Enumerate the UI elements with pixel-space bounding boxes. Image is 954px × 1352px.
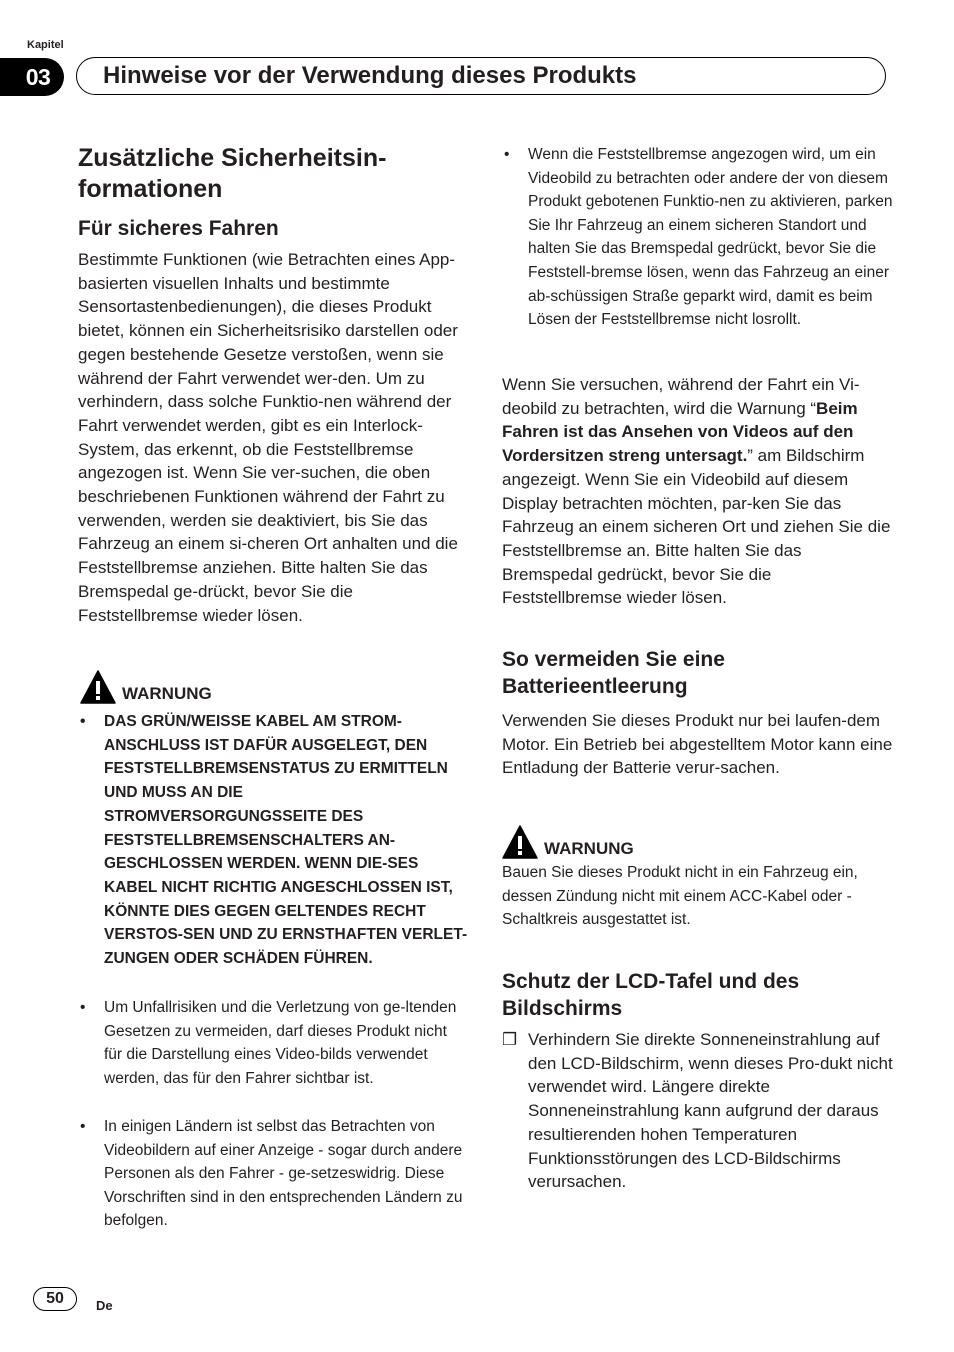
subsection-title-safe-driving: Für sicheres Fahren — [78, 217, 279, 240]
warning-text-acc: Bauen Sie dieses Produkt nicht in ein Fahrzeug ein, dessen Zündung nicht mit einem ACC-Kabel oder -Schaltkreis ausgestattet ist. — [502, 864, 858, 929]
warning-label: WARNUNG — [122, 684, 212, 703]
safe-driving-paragraph: Bestimmte Funktionen (wie Betrachten eines App-basierten visuellen Inhalts und bestimmte Sensortastenbedienungen), die dieses Produkt bietet, können ein Sicherheitsrisiko darstellen oder gegen bestehende Gesetze verstoßen, wenn sie während der Fahrt verwendet wer-den. Um zu verhindern, dass solche Funktio-nen während der Fahrt verwendet werden, gibt es ein Interlock-System, das erkennt, ob die Feststellbremse angezogen ist. Wenn Sie ver-suchen, die oben beschriebenen Funktionen während der Fahrt zu verwenden, werden sie deaktiviert, bis Sie das Fahrzeug an einem si-cheren Ort anhalten und die Feststellbremse anziehen. Bitte halten Sie das Bremspedal ge-drückt, bevor Sie die Feststellbremse wieder lösen. — [78, 250, 458, 625]
kapitel-label: Kapitel — [27, 39, 64, 51]
video-paragraph-end: ” am Bildschirm angezeigt. Wenn Sie ein Videobild auf diesem Display betrachten möchten, par-ken Sie das Fahrzeug an einem sicheren Ort und ziehen Sie die Feststellbremse an. Bitte halten Sie das Bremspedal gedrückt, bevor Sie die Feststellbremse wieder lösen. — [502, 446, 891, 608]
bullet-dot-icon: • — [504, 146, 510, 163]
video-warning-message: Beim Fahren ist das Ansehen von Videos auf den Vordersitzen streng untersagt. — [502, 398, 858, 466]
warning-header-right — [502, 825, 894, 859]
list-item — [502, 143, 894, 332]
list-item — [502, 1028, 894, 1194]
video-paragraph-start: Wenn Sie versuchen, während der Fahrt ein Vi-deobild zu betrachten, wird die Warnung “ — [502, 375, 860, 418]
warning-header-left — [80, 670, 470, 704]
bullet-dot-icon: • — [80, 713, 86, 730]
warning-label: WARNUNG — [544, 839, 634, 858]
lcd-title-line-1: Schutz der LCD-Tafel und des — [502, 970, 800, 993]
list-item — [78, 996, 468, 1090]
warning-bullet-text: DAS GRÜN/WEISSE KABEL AM STROM-ANSCHLUSS IST DAFÜR AUSGELEGT, DEN FESTSTELLBREMSENSTATUS ZU ERMITTELN UND MUSS AN DIE STROMVERSORGUNGSSEITE DES FESTSTELLBREMSENSCHALTERS AN-GESCHLOSSEN WERDEN. WENN DIE-SES KABEL NICHT RICHTIG ANGESCHLOSSEN IST, KÖNNTE DIES GEGEN GELTENDES RECHT VERSTOS-SEN UND ZU ERNSTHAFTEN VERLET-ZUNGEN ODER SCHÄDEN FÜHREN. — [104, 713, 468, 968]
language-code: De — [96, 1298, 113, 1313]
chapter-number-badge: 03 — [0, 58, 64, 96]
lcd-title-line-2: Bildschirms — [502, 997, 623, 1020]
bullet-text: In einigen Ländern ist selbst das Betrachten von Videobildern auf einer Anzeige - sogar durch andere Personen als den Fahrer - ge-setzeswidrig. Diese Vorschriften sind in den entsprechenden Ländern zu befolgen. — [104, 1118, 463, 1230]
list-item — [78, 1115, 468, 1233]
bullet-dot-icon: • — [80, 1118, 86, 1135]
battery-title-line-1: So vermeiden Sie eine — [502, 648, 725, 671]
lcd-section-title — [502, 968, 902, 1022]
bullet-text: Um Unfallrisiken und die Verletzung von ge-ltenden Gesetzen zu vermeiden, darf dieses Produkt nicht für die Darstellung eines Video-bilds verwendet werden, das für den Fahrer sichtbar ist. — [104, 999, 457, 1087]
battery-title-line-2: Batterieentleerung — [502, 675, 688, 698]
page-number: 50 — [33, 1287, 77, 1311]
checkbox-icon: ❒ — [502, 1030, 518, 1049]
warning-bullet — [78, 710, 468, 971]
battery-section-title — [502, 646, 902, 700]
video-warning-paragraph — [502, 373, 894, 610]
section-title-line-2: formationen — [78, 175, 223, 203]
chapter-title: Hinweise vor der Verwendung dieses Produkts — [76, 57, 886, 95]
section-title — [78, 143, 478, 205]
warning-triangle-icon — [502, 825, 538, 859]
warning-triangle-icon — [80, 670, 116, 704]
section-title-line-1: Zusätzliche Sicherheitsin- — [78, 144, 387, 172]
lcd-item-text: Verhindern Sie direkte Sonneneinstrahlung auf den LCD-Bildschirm, wenn dieses Pro-dukt nicht verwendet wird. Längere direkte Sonneneinstrahlung kann aufgrund der daraus resultierenden hohen Temperaturen Funktionsstörungen des LCD-Bildschirms verursachen. — [528, 1030, 893, 1192]
bullet-text: Wenn die Feststellbremse angezogen wird, um ein Videobild zu betrachten oder andere der von diesem Produkt gebotenen Funktio-nen zu aktivieren, parken Sie Ihr Fahrzeug an einem sicheren Standort und halten Sie das Bremspedal gedrückt, bevor Sie die Feststell-bremse lösen, wenn das Fahrzeug an einer ab-schüssigen Straße geparkt wird, damit es beim Lösen der Feststellbremse nicht losrollt. — [528, 146, 893, 329]
battery-paragraph: Verwenden Sie dieses Produkt nur bei laufen-dem Motor. Ein Betrieb bei abgestelltem Motor kann eine Entladung der Batterie verur-sachen. — [502, 711, 893, 778]
bullet-dot-icon: • — [80, 999, 86, 1016]
